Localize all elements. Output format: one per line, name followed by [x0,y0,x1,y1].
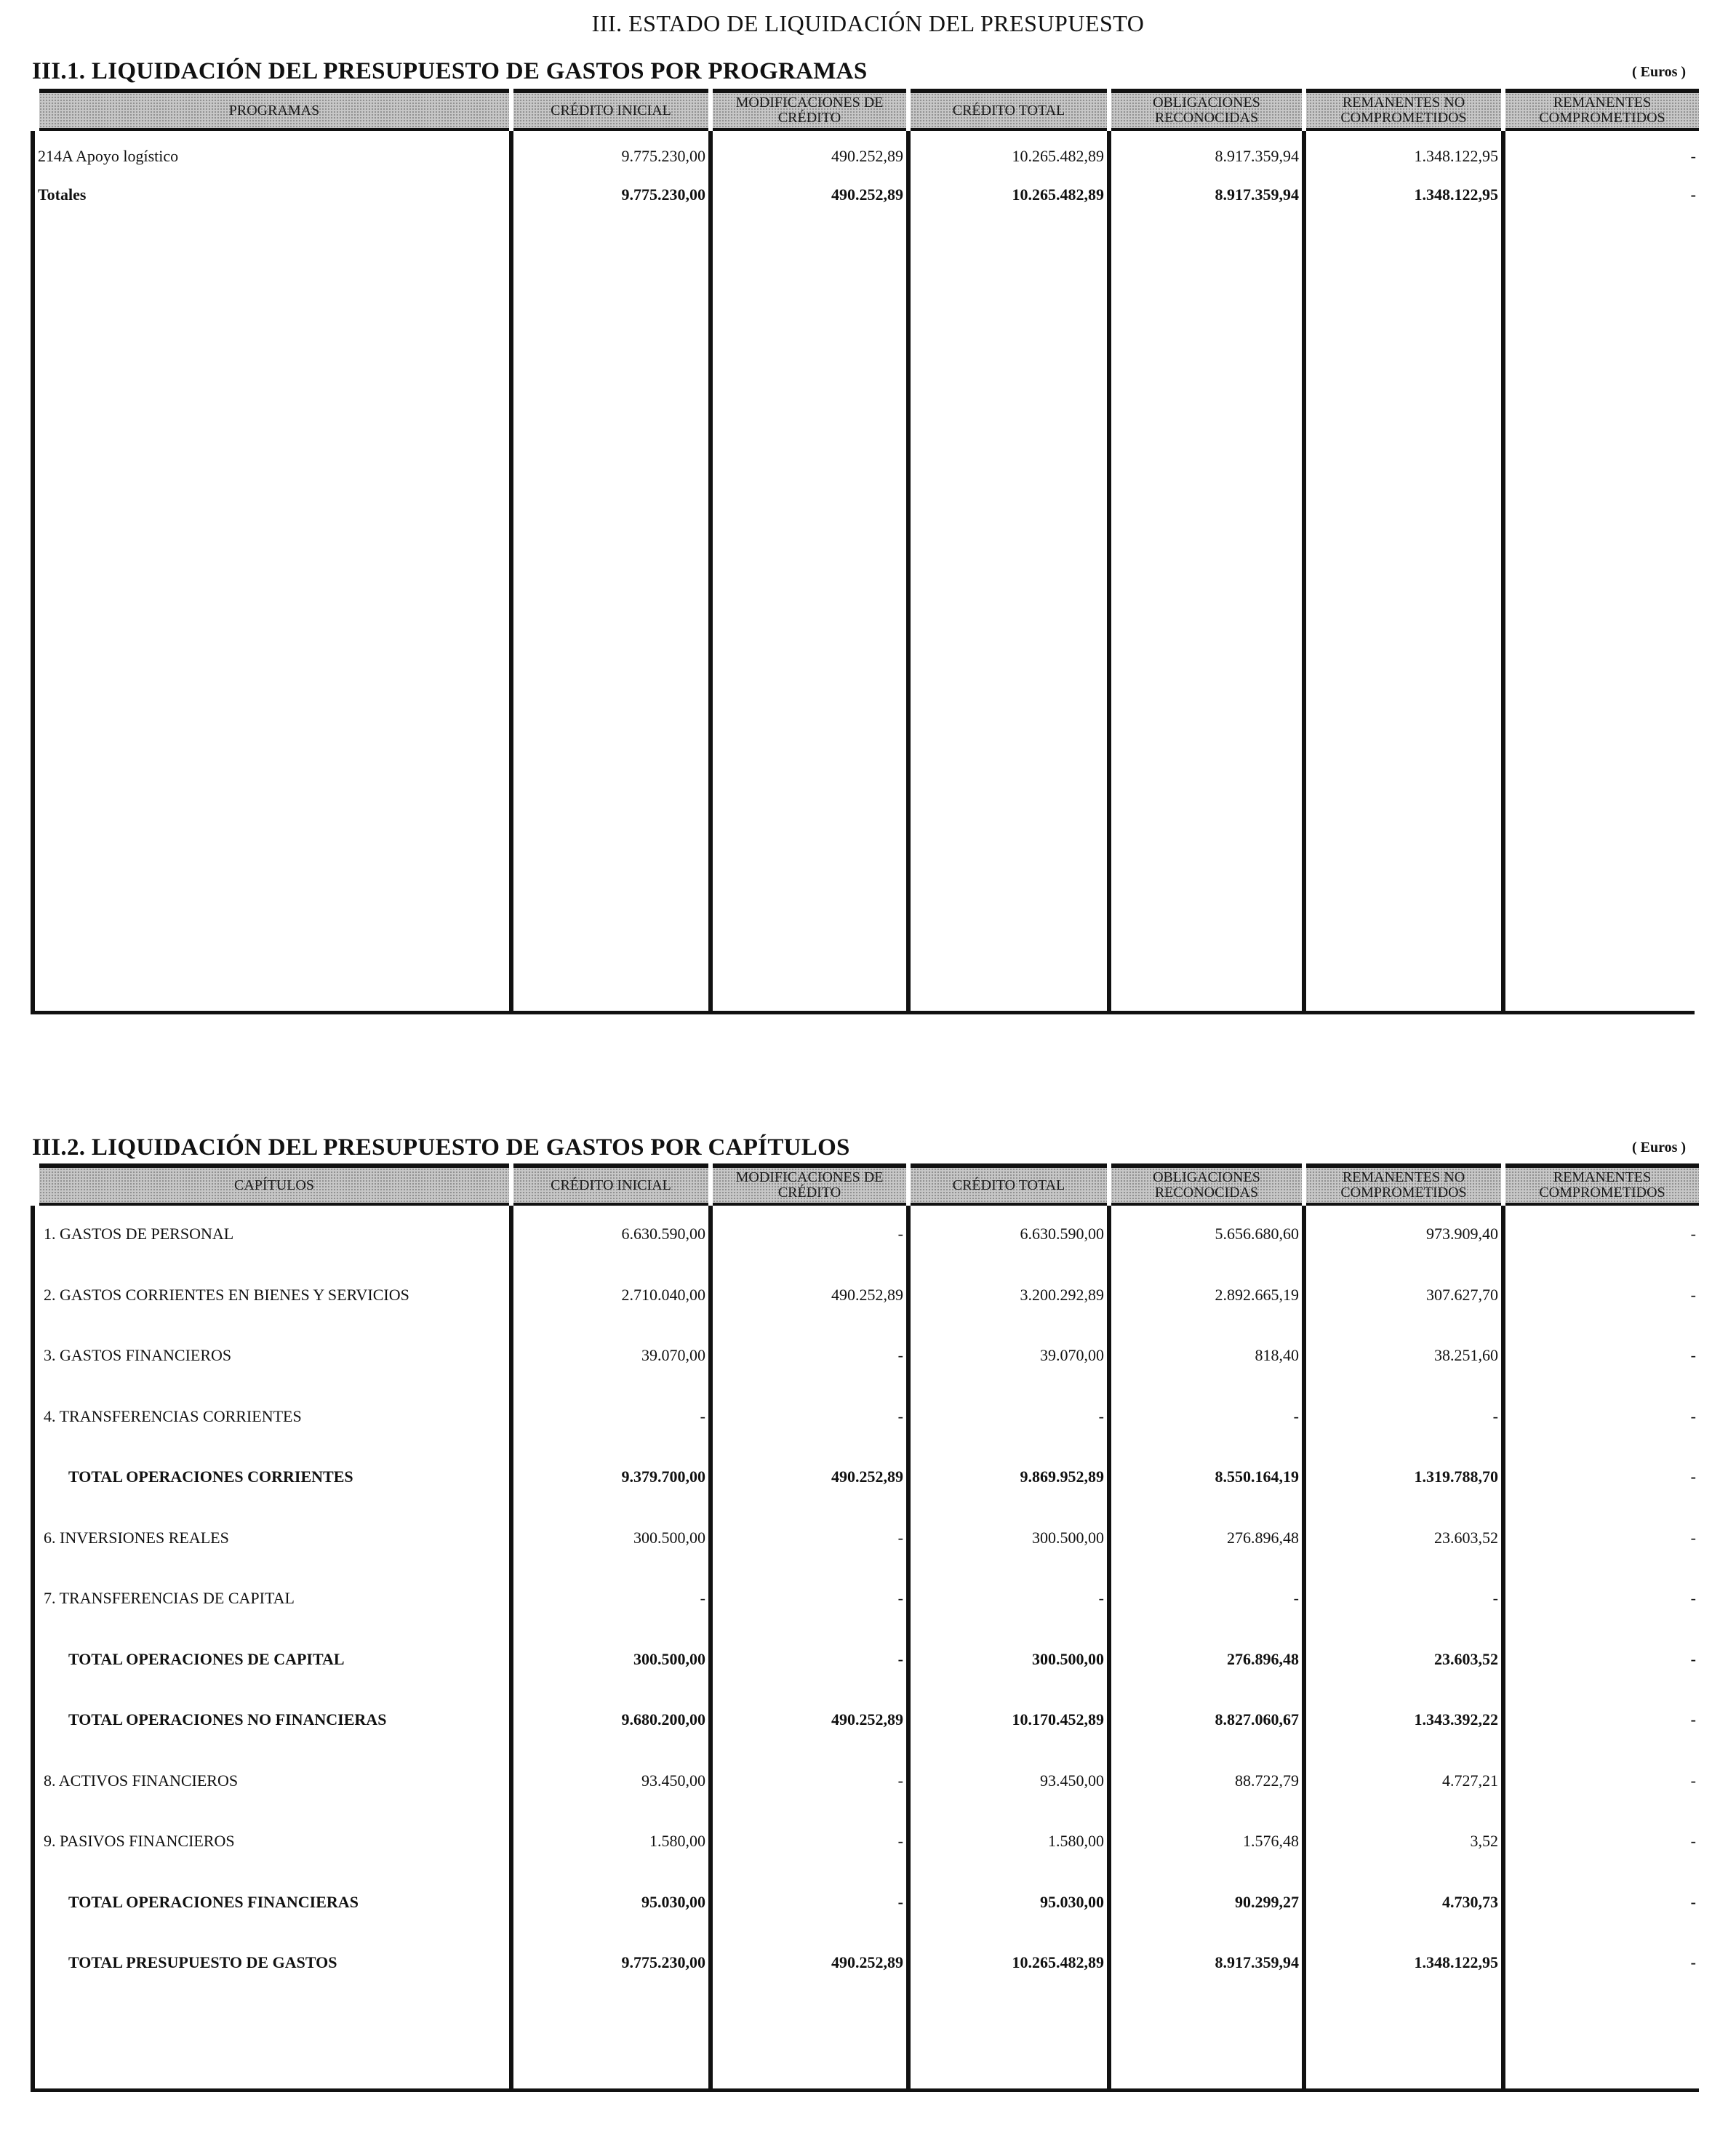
section2-row-value: 38.251,60 [1434,1346,1498,1364]
section2-row-label: 6. INVERSIONES REALES [44,1528,229,1547]
section2-row-value: - [897,1892,903,1911]
section2-header-2: MODIFICACIONES DE CRÉDITO [713,1163,906,1206]
section2-row-value: - [1690,1771,1696,1790]
section2-row-value: 490.252,89 [831,1710,903,1729]
section1-column-rule [1107,131,1111,1014]
section2-row-value: 300.500,00 [633,1649,705,1668]
section1-header-1: CRÉDITO INICIAL [513,89,708,131]
section2-row-value: - [1690,1953,1696,1971]
section2-row-value: 1.580,00 [649,1832,705,1850]
section1-row-value: 490.252,89 [831,147,903,165]
document-title: III. ESTADO DE LIQUIDACIÓN DEL PRESUPUESTO [591,10,1145,36]
section2-row-value: - [1293,1406,1299,1425]
programas-table [0,89,1736,1014]
section2-row-value: 1.580,00 [1048,1832,1104,1850]
section2-row-value: 4.730,73 [1442,1892,1498,1911]
section2-row-label: 7. TRANSFERENCIAS DE CAPITAL [44,1589,295,1607]
section2-header-0: CAPÍTULOS [39,1163,509,1206]
section2-row-value: - [1492,1406,1498,1425]
section2-row-value: - [1492,1589,1498,1607]
section2-row-value: 276.896,48 [1227,1649,1299,1668]
section2-row-value: 300.500,00 [1032,1649,1104,1668]
section2-row-value: 1.319.788,70 [1414,1467,1498,1486]
section2-row-value: 9.379.700,00 [621,1467,705,1486]
section2-row-value: - [1690,1346,1696,1364]
section2-row-value: - [1690,1832,1696,1850]
section2-row-value: - [897,1771,903,1790]
section2-row-value: 300.500,00 [1032,1528,1104,1547]
section1-column-rule [708,131,713,1014]
capitulos-table [0,1163,1736,2091]
section2-row-value: 1.343.392,22 [1414,1710,1498,1729]
section2-row-value: - [897,1406,903,1425]
section1-column-rule [31,131,35,1014]
section1-bottom-rule [31,1011,1695,1014]
section2-column-rule [31,1206,35,2091]
section2-row-value: - [897,1528,903,1547]
section2-row-value: 307.627,70 [1426,1285,1498,1304]
section2-row-value: 8.550.164,19 [1215,1467,1299,1486]
section2-row-value: - [1690,1467,1696,1486]
section2-row-value: - [1690,1225,1696,1243]
section2-row-value: - [700,1406,705,1425]
section2-row-value: 276.896,48 [1227,1528,1299,1547]
section2-row-value: 6.630.590,00 [1020,1225,1104,1243]
section1-header-2: MODIFICACIONES DE CRÉDITO [713,89,906,131]
section1-row-value: 9.775.230,00 [621,185,705,204]
section2-row-value: - [1690,1528,1696,1547]
section1-header-4: OBLIGACIONES RECONOCIDAS [1111,89,1302,131]
section2-row-label: 4. TRANSFERENCIAS CORRIENTES [44,1406,302,1425]
section1-column-rule [1302,131,1306,1014]
section2-row-value: 490.252,89 [831,1285,903,1304]
section1-row-value: 8.917.359,94 [1215,185,1299,204]
section2-row-value: - [700,1589,705,1607]
section1-row-value: - [1690,185,1696,204]
section2-row-value: 23.603,52 [1434,1528,1498,1547]
section2-row-value: - [1690,1285,1696,1304]
section1-header-0: PROGRAMAS [39,89,509,131]
section2-row-value: 93.450,00 [1040,1771,1104,1790]
section1-column-rule [1501,131,1505,1014]
section2-row-value: 95.030,00 [641,1892,705,1911]
section2-row-label: TOTAL OPERACIONES FINANCIERAS [68,1892,359,1911]
section1-row-value: 490.252,89 [831,185,903,204]
section1-row-value: 10.265.482,89 [1012,185,1104,204]
section2-row-label: TOTAL OPERACIONES CORRIENTES [68,1467,353,1486]
section2-row-value: 2.710.040,00 [621,1285,705,1304]
section2-row-value: 973.909,40 [1426,1225,1498,1243]
section2-row-value: - [1690,1406,1696,1425]
section2-row-value: 39.070,00 [1040,1346,1104,1364]
section1-header-3: CRÉDITO TOTAL [911,89,1107,131]
section2-row-value: 1.576,48 [1243,1832,1299,1850]
section2-row-value: - [897,1346,903,1364]
section2-row-label: 8. ACTIVOS FINANCIEROS [44,1771,239,1790]
section2-row-value: 39.070,00 [641,1346,705,1364]
section2-row-value: 9.775.230,00 [621,1953,705,1971]
section2-row-value: 2.892.665,19 [1215,1285,1299,1304]
section2-row-value: - [897,1832,903,1850]
section2-row-value: - [1098,1589,1104,1607]
section2-row-value: 93.450,00 [641,1771,705,1790]
section1-units: ( Euros ) [1632,64,1687,80]
section2-bottom-rule [31,2088,1699,2092]
section2-row-value: 6.630.590,00 [621,1225,705,1243]
section2-header-5: REMANENTES NO COMPROMETIDOS [1306,1163,1501,1206]
section1-row-label: 214A Apoyo logístico [38,147,179,165]
section2-row-label: TOTAL OPERACIONES DE CAPITAL [68,1649,345,1668]
section2-row-value: - [897,1225,903,1243]
section2-header-6: REMANENTES COMPROMETIDOS [1505,1163,1699,1206]
section2-row-value: 88.722,79 [1235,1771,1299,1790]
section1-row-value: - [1690,147,1696,165]
section2-row-value: 490.252,89 [831,1467,903,1486]
section2-row-value: - [1098,1406,1104,1425]
section2-row-value: - [1690,1710,1696,1729]
section2-row-value: 90.299,27 [1235,1892,1299,1911]
section2-row-label: 3. GASTOS FINANCIEROS [44,1346,232,1364]
section2-row-label: TOTAL PRESUPUESTO DE GASTOS [68,1953,337,1971]
section2-row-value: 490.252,89 [831,1953,903,1971]
section2-row-value: 10.265.482,89 [1012,1953,1104,1971]
section2-row-value: 9.680.200,00 [621,1710,705,1729]
section2-row-value: - [1690,1649,1696,1668]
section2-row-value: 4.727,21 [1442,1771,1498,1790]
section1-row-label: Totales [38,185,87,204]
section2-row-label: TOTAL OPERACIONES NO FINANCIERAS [68,1710,387,1729]
section2-row-value: 8.827.060,67 [1215,1710,1299,1729]
section1-column-rule [906,131,911,1014]
section1-header-5: REMANENTES NO COMPROMETIDOS [1306,89,1501,131]
section1-row-value: 10.265.482,89 [1012,147,1104,165]
section2-row-value: - [897,1589,903,1607]
section2-row-value: 10.170.452,89 [1012,1710,1104,1729]
section2-row-label: 9. PASIVOS FINANCIEROS [44,1832,235,1850]
section1-row-value: 9.775.230,00 [621,147,705,165]
section2-row-value: 23.603,52 [1434,1649,1498,1668]
section2-title: III.2. LIQUIDACIÓN DEL PRESUPUESTO DE GASTOS POR CAPÍTULOS [32,1134,850,1161]
section2-row-value: 300.500,00 [633,1528,705,1547]
section1-column-rule [509,131,513,1014]
section2-row-value: - [1293,1589,1299,1607]
section2-row-value: 3,52 [1470,1832,1498,1850]
section2-row-value: - [897,1649,903,1668]
section1-row-value: 8.917.359,94 [1215,147,1299,165]
section2-row-value: 8.917.359,94 [1215,1953,1299,1971]
section2-row-value: 3.200.292,89 [1020,1285,1104,1304]
section1-header-6: REMANENTES COMPROMETIDOS [1505,89,1699,131]
section2-row-value: 818,40 [1255,1346,1299,1364]
section2-units: ( Euros ) [1632,1139,1687,1155]
section2-row-label: 1. GASTOS DE PERSONAL [44,1225,234,1243]
section1-row-value: 1.348.122,95 [1414,185,1498,204]
section2-row-value: 95.030,00 [1040,1892,1104,1911]
section2-row-value: 1.348.122,95 [1414,1953,1498,1971]
section2-header-1: CRÉDITO INICIAL [513,1163,708,1206]
section2-row-label: 2. GASTOS CORRIENTES EN BIENES Y SERVICIOS [44,1285,409,1304]
section1-title: III.1. LIQUIDACIÓN DEL PRESUPUESTO DE GASTOS POR PROGRAMAS [32,58,868,84]
section1-row-value: 1.348.122,95 [1414,147,1498,165]
section2-header-4: OBLIGACIONES RECONOCIDAS [1111,1163,1302,1206]
section2-header-3: CRÉDITO TOTAL [911,1163,1107,1206]
section2-row-value: - [1690,1589,1696,1607]
section2-row-value: 9.869.952,89 [1020,1467,1104,1486]
section2-row-value: - [1690,1892,1696,1911]
section2-row-value: 5.656.680,60 [1215,1225,1299,1243]
